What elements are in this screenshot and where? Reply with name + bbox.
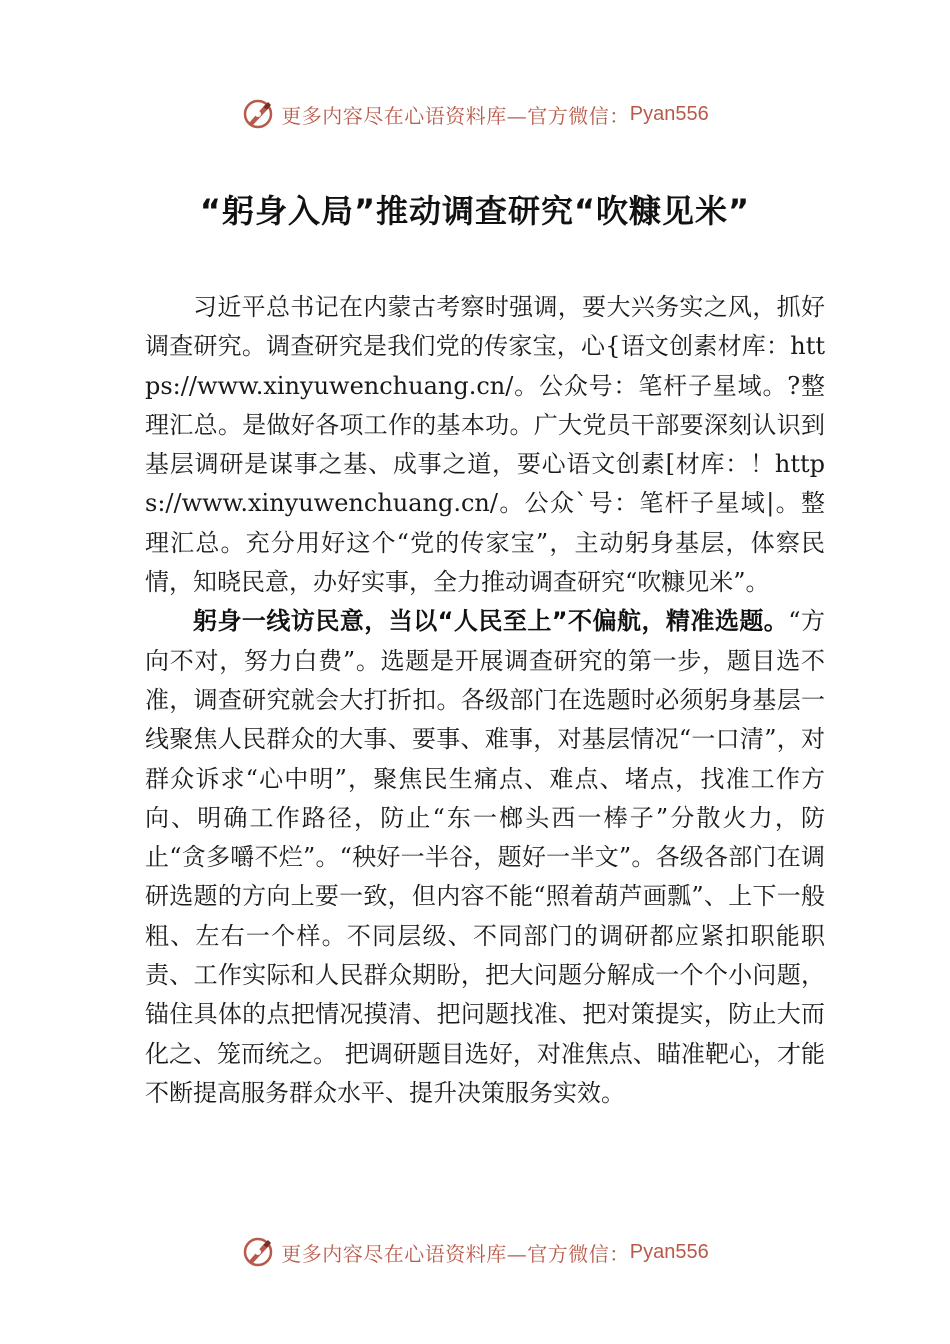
footer-banner <box>0 1232 950 1272</box>
paragraph-text: “方向不对，努力白费”。选题是开展调查研究的第一步，题目选不准，调查研究就会大打折扣。各级部门在选题时必须躬身基层一线聚焦人民群众的大事、要事、难事，对基层情况“一口清”，对群众诉求“心中明”，聚焦民生痛点、难点、堵点，找准工作方向、明确工作路径，防止“东一榔头西一棒子”分散火力，防止“贪多嚼不烂”。“秧好一半谷，题好一半文”。各级各部门在调研选题的方向上要一致，但内容不能“照着葫芦画瓢”、上下一般粗、左右一个样。不同层级、不同部门的调研都应紧扣职能职责、工作实际和人民群众期盼，把大问题分解成一个个小问题，锚住具体的点把情况摸清、把问题找准、把对策提实，防止大而化之、笼而统之。 把调研题目选好，对准焦点、瞄准靶心，才能不断提高服务群众水平、提升决策服务实效。 <box>145 607 825 1107</box>
pen-logo-icon <box>241 1235 275 1269</box>
paragraph-section-1 <box>145 602 825 1113</box>
paragraph-lead: 躬身一线访民意，当以“人民至上”不偏航，精准选题。 <box>193 607 789 636</box>
paragraph-text: 习近平总书记在内蒙古考察时强调，要大兴务实之风，抓好调查研究。调查研究是我们党的传家宝，心{语文创素材库：https://www.xinyuwenchuang.cn/。公众号：笔杆子星域。?整理汇总。是做好各项工作的基本功。广大党员干部要深刻认识到基层调研是谋事之基、成事之道，要心语文创素[材库：！https://www.xinyuwenchuang.cn/。公众`号：笔杆子星域|。整理汇总。充分用好这个“党的传家宝”，主动躬身基层，体察民情，知晓民意，办好实事，全力推动调查研究“吹糠见米”。 <box>145 293 825 597</box>
banner-text: 更多内容尽在心语资料库—官方微信： <box>281 103 630 128</box>
header-banner <box>0 94 950 134</box>
banner-wechat-id: Pyan556 <box>629 1240 709 1263</box>
paragraph-intro <box>145 288 825 602</box>
article-body <box>145 288 825 1113</box>
banner-text: 更多内容尽在心语资料库—官方微信： <box>281 1241 630 1266</box>
banner-wechat-id: Pyan556 <box>629 102 709 125</box>
pen-logo-icon <box>241 97 275 131</box>
article-title: “躬身入局”推动调查研究“吹糠见米” <box>199 192 751 230</box>
